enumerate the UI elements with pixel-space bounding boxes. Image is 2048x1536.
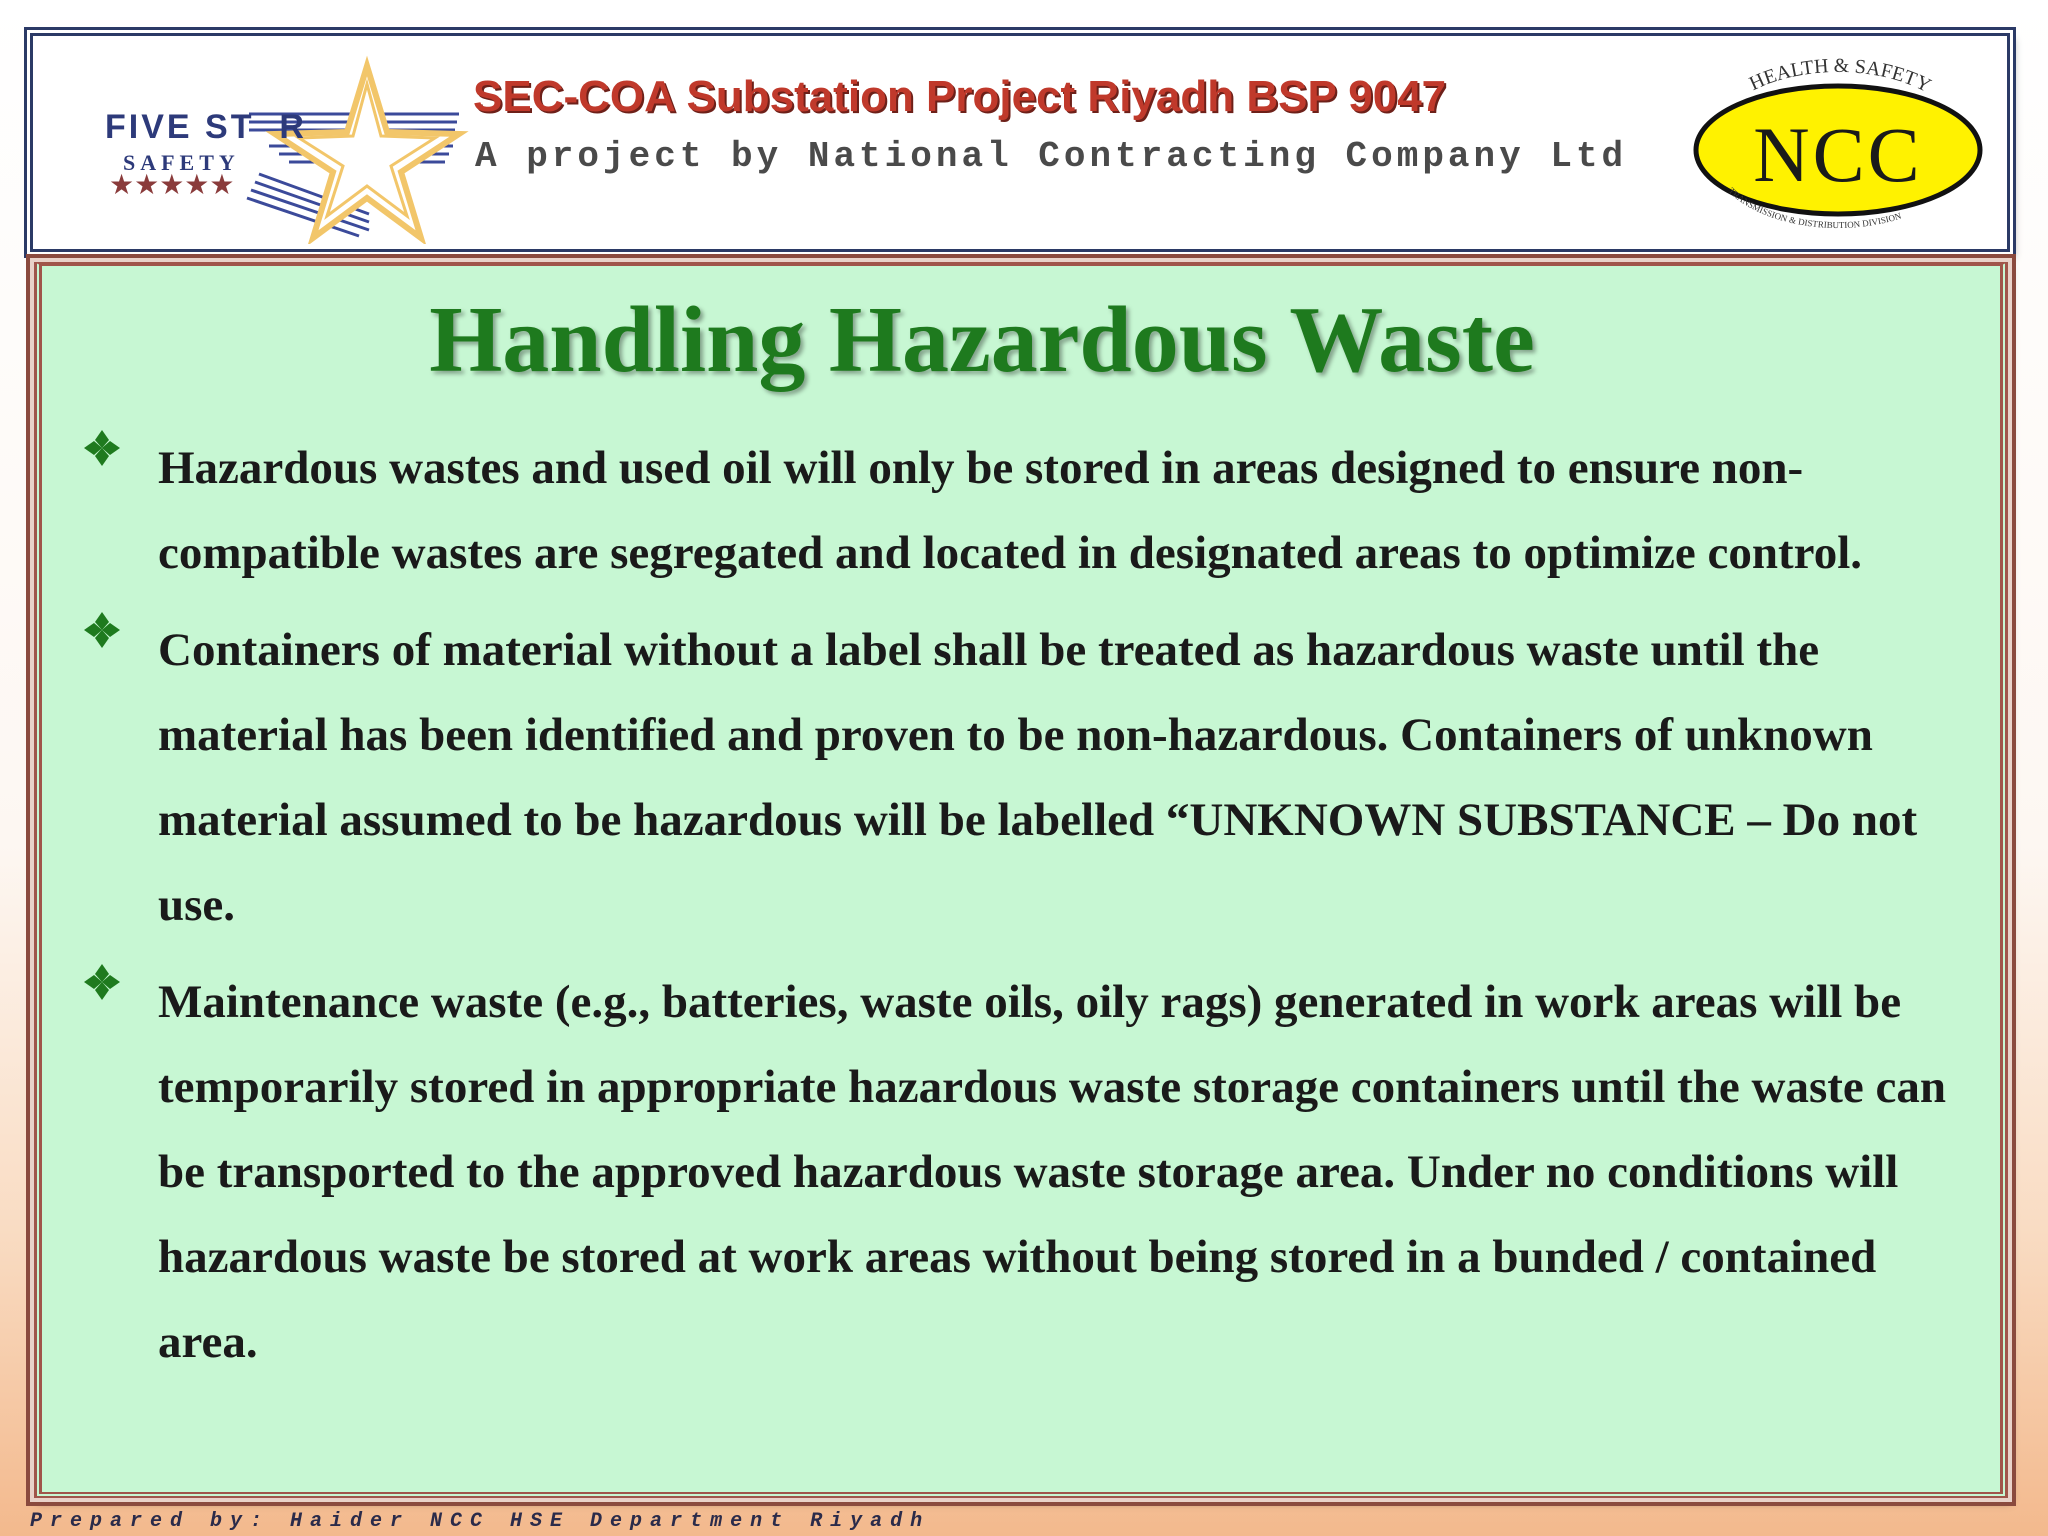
rating-stars: ★★★★★ <box>109 170 235 201</box>
logo-arc-top-text: HEALTH & SAFETY <box>1746 54 1935 98</box>
four-diamond-bullet-icon <box>82 962 122 1002</box>
four-diamond-bullet-icon <box>82 610 122 650</box>
content-panel <box>34 262 2008 1498</box>
five-star-safety-logo <box>69 54 469 244</box>
project-subtitle: A project by National Contracting Company Ltd <box>475 136 1628 177</box>
bullet-text: Hazardous wastes and used oil will only be stored in areas designed to ensure non-compatible wastes are segregated and located in designated areas to optimize control. <box>158 442 1863 579</box>
project-title: SEC-COA Substation Project Riyadh BSP 9047 <box>473 72 1447 121</box>
bullet-item <box>82 608 1982 948</box>
ncc-health-safety-logo <box>1673 50 2003 240</box>
star-stripes-icon <box>69 54 469 244</box>
logo-arc-bottom-text: TRANSMISSION & DISTRIBUTION DIVISION <box>1726 185 1903 231</box>
slide-title: Handling Hazardous Waste <box>429 288 1535 392</box>
brand-tagline: SAFETY <box>123 150 240 175</box>
footer-credit: Prepared by: Haider NCC HSE Department Riyadh <box>30 1510 931 1533</box>
bullet-text: Maintenance waste (e.g., batteries, waste oils, oily rags) generated in work areas will be temporarily stored in appropriate hazardous waste storage containers until the waste can be transported to the approved hazardous waste storage area. Under no conditions will hazardous waste be stored at work areas without being stored in a bunded / contained area. <box>158 976 1947 1368</box>
bullet-list <box>82 426 1982 1397</box>
ncc-logo-text: NCC <box>1753 111 1923 198</box>
header-banner <box>30 33 2010 252</box>
bullet-item <box>82 426 1982 596</box>
four-diamond-bullet-icon <box>82 428 122 468</box>
brand-name: FIVE ST R <box>105 108 307 146</box>
bullet-text: Containers of material without a label shall be treated as hazardous waste until the material has been identified and proven to be non-hazardous. Containers of unknown material assumed to be hazardous will be labelled “UNKNOWN SUBSTANCE – Do not use. <box>158 624 1918 931</box>
bullet-item <box>82 960 1982 1385</box>
